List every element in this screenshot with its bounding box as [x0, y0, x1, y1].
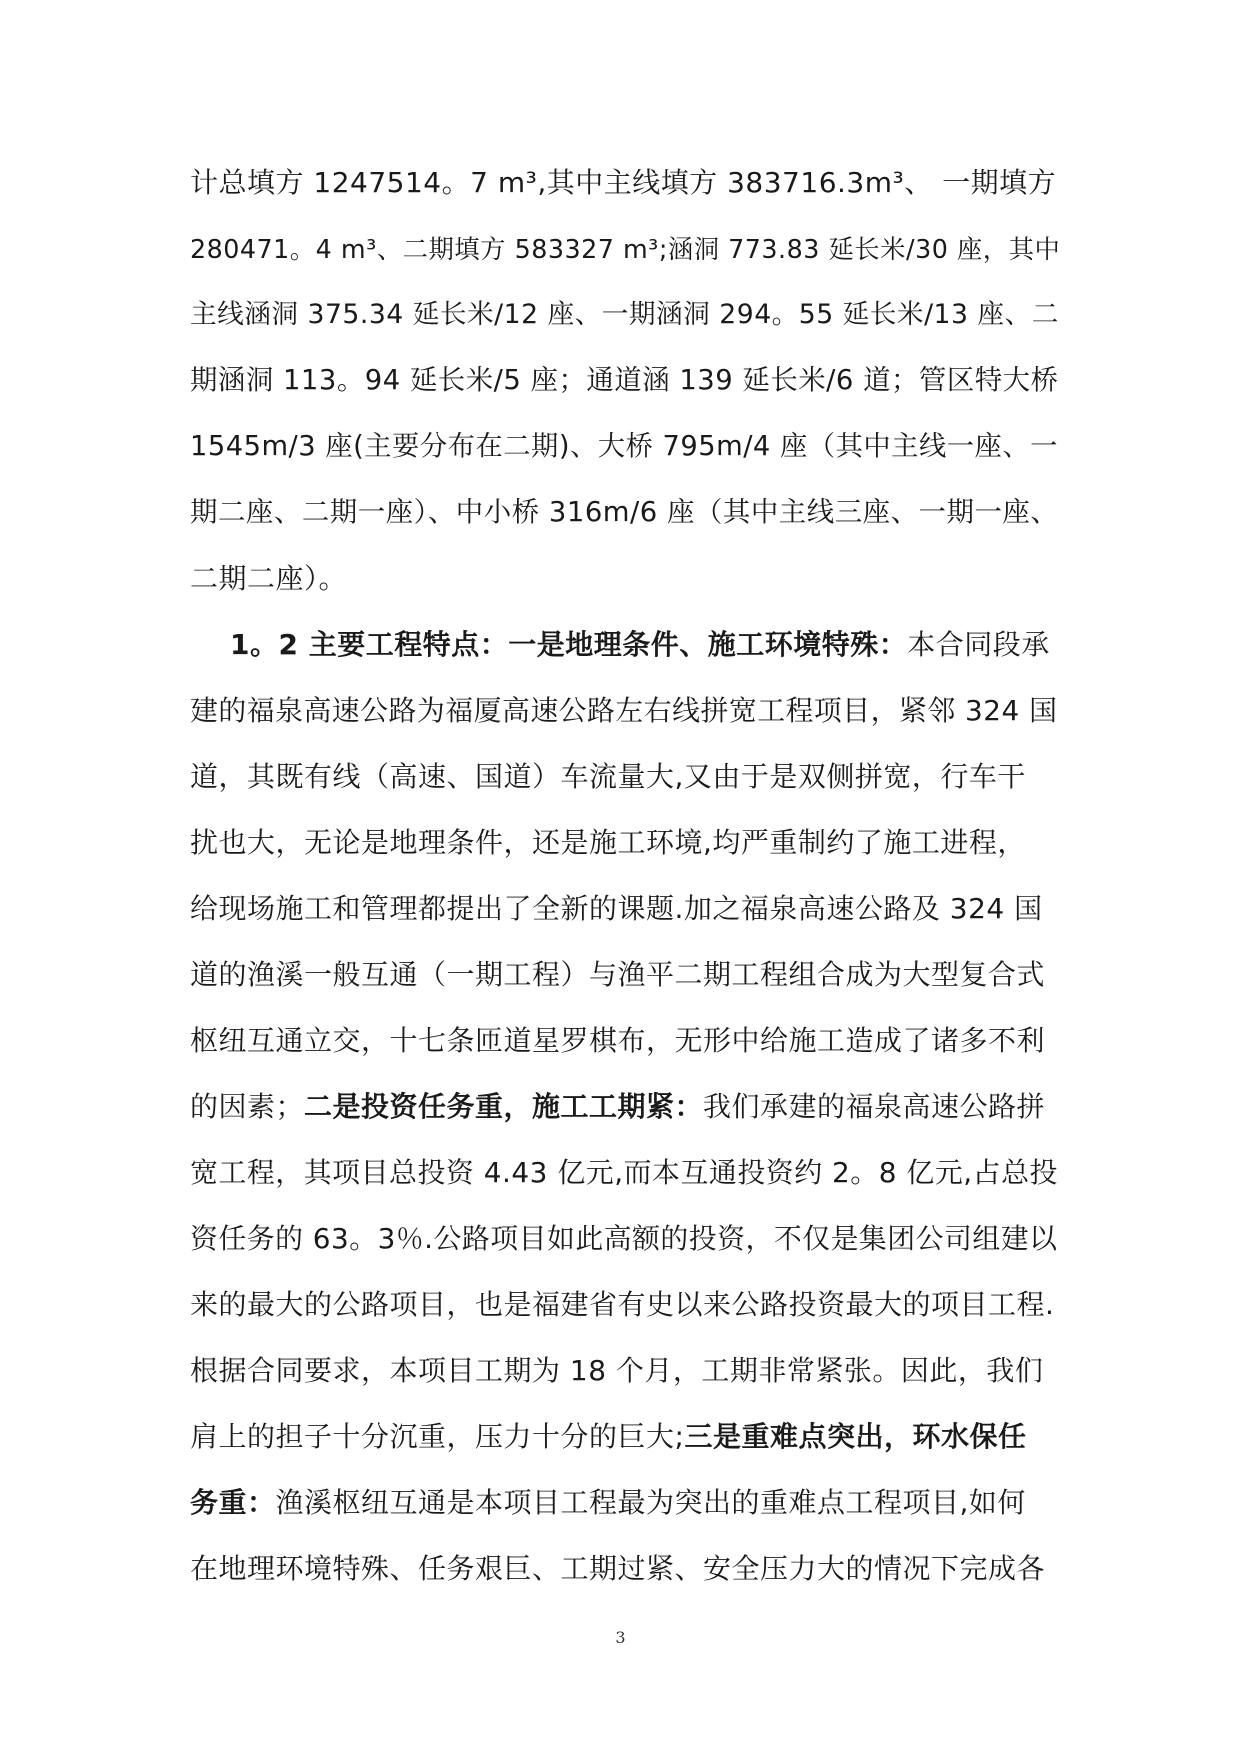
- text-segment: 主线涵洞 375.34 延长米/12 座、一期涵洞 294。55 延长米/13 座、二: [190, 299, 1059, 330]
- text-line: [190, 1272, 1058, 1338]
- bold-text-segment: 1。2 主要工程特点：: [230, 628, 509, 661]
- text-segment: 1545m/3 座(主要分布在二期)、大桥 795m/4 座（其中主线一座、一: [190, 431, 1058, 462]
- text-line: [190, 1074, 1058, 1140]
- text-line: [190, 1008, 1058, 1074]
- text-segment: 根据合同要求，本项目工期为 18 个月，工期非常紧张。因此，我们: [190, 1354, 1044, 1387]
- text-line: [190, 282, 1058, 348]
- text-segment: 的因素；: [190, 1090, 305, 1123]
- text-line: [190, 480, 1058, 546]
- text-segment: 宽工程，其项目总投资 4.43 亿元,而本互通投资约 2。8 亿元,占总投: [190, 1156, 1058, 1189]
- text-segment: 渔溪枢纽互通是本项目工程最为突出的重难点工程项目,如何: [275, 1486, 1026, 1519]
- text-line: [190, 1206, 1058, 1272]
- text-line: [190, 1140, 1058, 1206]
- text-line: [190, 414, 1058, 480]
- text-segment: 来的最大的公路项目，也是福建省有史以来公路投资最大的项目工程.: [190, 1288, 1055, 1321]
- text-line: [190, 216, 1061, 282]
- text-line: [190, 612, 1058, 678]
- bold-text-segment: 二是投资任务重，施工工期紧：: [304, 1090, 704, 1123]
- text-line: [190, 1470, 1058, 1536]
- text-line: [190, 1536, 1058, 1602]
- body-text: [190, 150, 1061, 1602]
- bold-text-segment: 务重：: [190, 1486, 276, 1519]
- text-segment: 枢纽互通立交，十七条匝道星罗棋布，无形中给施工造成了诸多不利: [190, 1024, 1046, 1057]
- text-segment: 二期二座）。: [190, 562, 348, 595]
- text-segment: 给现场施工和管理都提出了全新的课题.加之福泉高速公路及 324 国: [190, 892, 1043, 925]
- text-segment: 期涵洞 113。94 延长米/5 座；通道涵 139 延长米/6 道；管区特大桥: [190, 365, 1059, 396]
- text-line: [190, 876, 1058, 942]
- bold-text-segment: 三是重难点突出，环水保任: [684, 1420, 1027, 1453]
- text-line: [190, 810, 1058, 876]
- text-segment: 我们承建的福泉高速公路拼: [703, 1090, 1046, 1123]
- text-line: [190, 1338, 1058, 1404]
- text-segment: 道的渔溪一般互通（一期工程）与渔平二期工程组合成为大型复合式: [190, 958, 1046, 991]
- text-line: [190, 150, 1058, 216]
- text-line: [190, 942, 1058, 1008]
- text-line: [190, 348, 1058, 414]
- bold-text-segment: 一是地理条件、施工环境特殊：: [508, 628, 908, 661]
- text-segment: 肩上的担子十分沉重，压力十分的巨大;: [190, 1420, 685, 1453]
- page-number: 3: [615, 1628, 626, 1647]
- text-segment: 本合同段承: [907, 628, 1050, 661]
- text-segment: 道，其既有线（高速、国道）车流量大,又由于是双侧拼宽，行车干: [190, 760, 1026, 793]
- text-segment: 期二座、二期一座）、中小桥 316m/6 座（其中主线三座、一期一座、: [190, 497, 1059, 528]
- text-segment: 资任务的 63。3％.公路项目如此高额的投资，不仅是集团公司组建以: [190, 1222, 1058, 1255]
- text-segment: 建的福泉高速公路为福厦高速公路左右线拼宽工程项目，紧邻 324 国: [190, 694, 1058, 727]
- text-line: [190, 744, 1058, 810]
- text-segment: 280471。4 m³、二期填方 583327 m³;涵洞 773.83 延长米/30 座，其中: [190, 234, 1061, 264]
- text-segment: 在地理环境特殊、任务艰巨、工期过紧、安全压力大的情况下完成各: [190, 1552, 1046, 1585]
- text-line: [190, 1404, 1058, 1470]
- text-line: [190, 678, 1058, 744]
- text-segment: 扰也大，无论是地理条件，还是施工环境,均严重制约了施工进程，: [190, 826, 1026, 859]
- text-line: [190, 546, 1058, 612]
- text-segment: 计总填方 1247514。7 m³,其中主线填方 383716.3m³、 一期填方: [190, 166, 1057, 199]
